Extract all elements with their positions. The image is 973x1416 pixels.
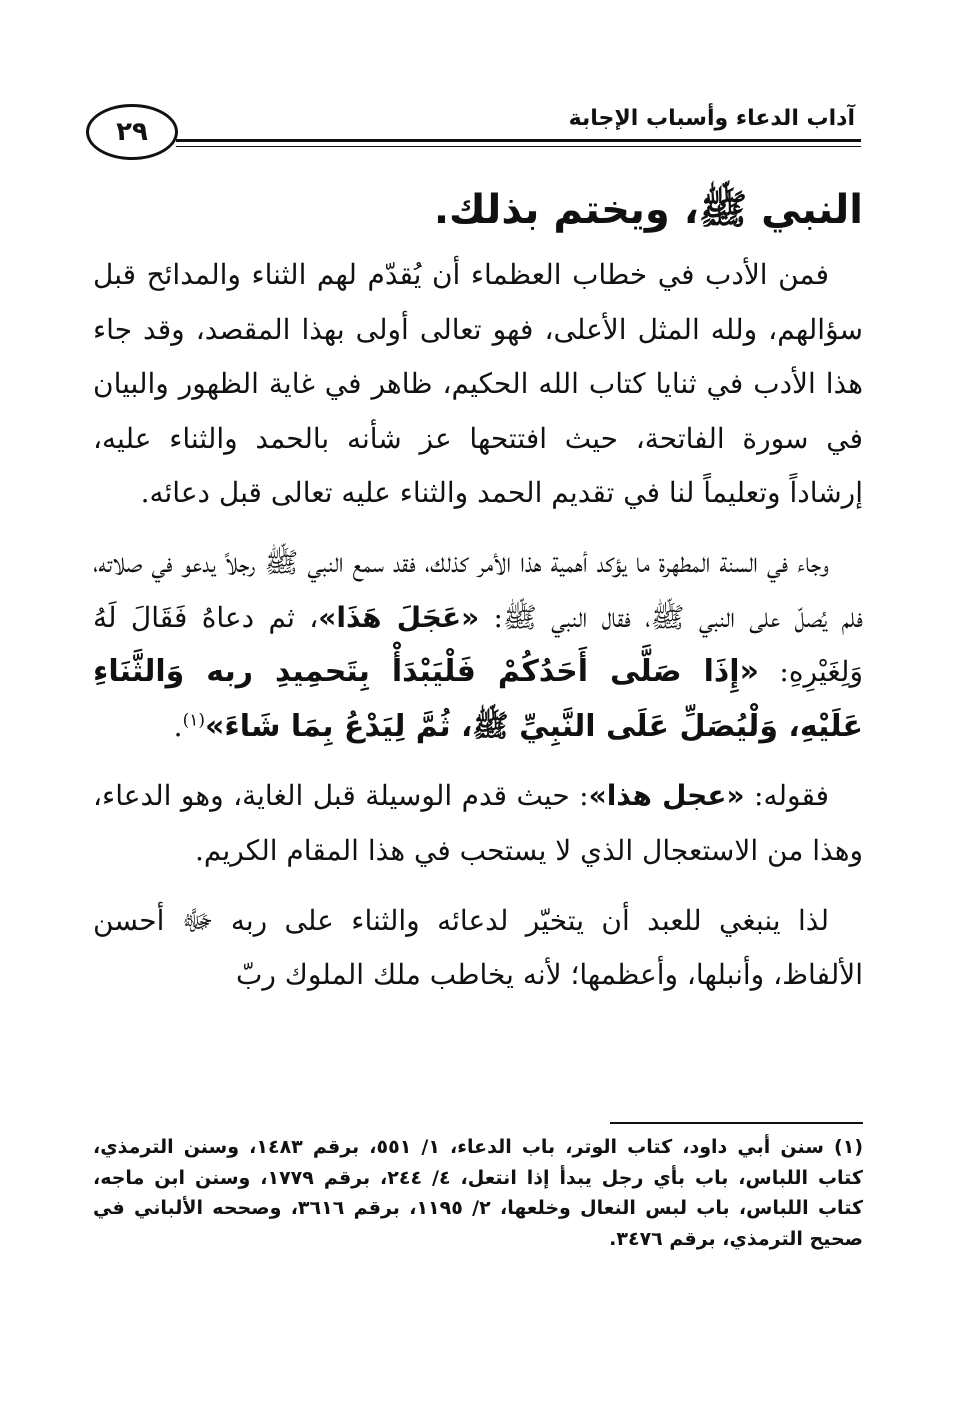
running-title: آداب الدعاء وأسباب الإجابة [568, 106, 855, 131]
header-rule [176, 139, 861, 142]
page-number-text: ٢٩ [116, 117, 148, 147]
footnote-reference: (١) [182, 710, 205, 731]
paragraph-3-text-b: : حيث قدم الوسيلة قبل الغاية، وهو الدعاء، وهذا من الاستعجال الذي لا يستحب في هذا المقام الكريم. [93, 779, 863, 867]
hadith-quote-2: «إِذَا صَلَّى أَحَدُكُمْ فَلْيَبْدَأْ بِتَحمِيدِ ربه وَالثَّنَاءِ عَلَيْهِ، وَلْيُصَلِّ عَلَى النَّبِيِّ ﷺ، ثُمَّ لِيَدْعُ بِمَا شَاءَ» [93, 654, 863, 744]
paragraph-2-end: . [173, 709, 183, 743]
quoted-phrase: «عجل هذا» [588, 779, 745, 813]
paragraph-2-text-b: ، ثم دعاهُ فَقَالَ لَهُ وَلِغَيْرِهِ: [93, 600, 863, 689]
paragraph-1: فمن الأدب في خطاب العظماء أن يُقدّم لهم الثناء والمدائح قبل سؤالهم، ولله المثل الأعلى، فهو تعالى أولى بهذا المقصد، وقد جاء هذا الأدب في ثنايا كتاب الله الحكيم، ظاهر في غاية الظهور والبيان في سورة الفاتحة، حيث افتتحها عز شأنه بالحمد والثناء عليه، إرشاداً وتعليماً لنا في تقديم الحمد والثناء عليه تعالى قبل دعائه. [93, 258, 863, 510]
footnotes [93, 1132, 863, 1254]
header-rule-thin [176, 146, 861, 147]
page-number [86, 104, 178, 160]
paragraph-2 [93, 536, 863, 754]
continuation-line: النبي ﷺ، ويختم بذلك. [433, 187, 863, 233]
paragraph-3 [93, 769, 863, 878]
footnote-1: (١) سنن أبي داود، كتاب الوتر، باب الدعاء، ١/ ٥٥١، برقم ١٤٨٣، وسنن الترمذي، كتاب اللباس، باب بأي رجل يبدأ إذا انتعل، ٤/ ٢٤٤، برقم ١٧٧٩، وسنن ابن ماجه، كتاب اللباس، باب لبس النعال وخلعها، ٢/ ١١٩٥، برقم ٣٦١٦، وصححه الألباني في صحيح الترمذي، برقم ٣٤٧٦. [93, 1136, 864, 1250]
hadith-quote-1: «عَجَلَ هَذَا» [318, 600, 480, 634]
paragraph-3-text-a: فقوله: [744, 779, 829, 813]
paragraph-4: لذا ينبغي للعبد أن يتخيّر لدعائه والثناء على ربه ﷻ أحسن الألفاظ، وأنبلها، وأعظمها؛ لأنه يخاطب ملك الملوك ربّ [93, 903, 863, 992]
footnote-separator [610, 1122, 863, 1124]
paragraph-2-text-a: وجاء في السنة المطهرة ما يؤكد أهمية هذا الأمر كذلك، فقد سمع النبي ﷺ رجلاً يدعو في صلاته، فلم يُصلّ على النبي ﷺ، فقال النبي ﷺ: [93, 545, 863, 634]
main-text [93, 178, 863, 1018]
